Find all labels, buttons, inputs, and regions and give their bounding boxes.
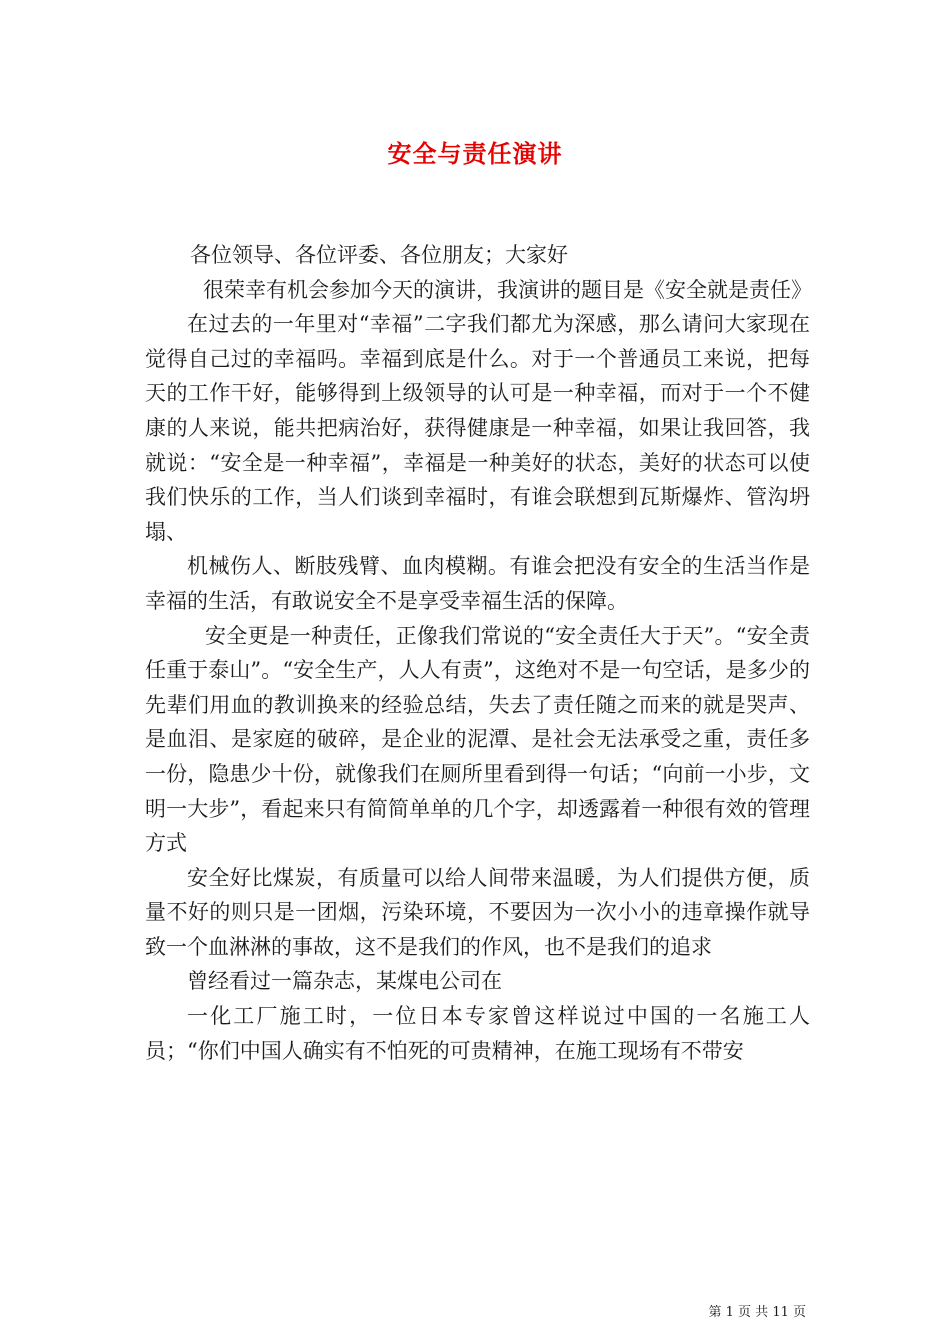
paragraph-coal-analogy: 安全好比煤炭，有质量可以给人间带来温暖，为人们提供方便，质量不好的则只是一团烟，污染环境，不要因为一次小小的违章操作就导致一个血淋淋的事故，这不是我们的作风，也不是我们的追求 [145, 865, 810, 959]
document-title: 安全与责任演讲 [387, 139, 563, 168]
page-number-footer: 第 1 页 共 11 页 [708, 1305, 806, 1320]
paragraph-japanese-expert: 一化工厂施工时，一位日本专家曾这样说过中国的一名施工人员；“你们中国人确实有不怕死的可贵精神，在施工现场有不带安 [145, 1004, 810, 1063]
document-body [145, 238, 810, 1068]
paragraph-speech-topic: 很荣幸有机会参加今天的演讲，我演讲的题目是《安全就是责任》 [203, 277, 812, 302]
paragraph-greeting: 各位领导、各位评委、各位朋友；大家好 [190, 243, 568, 267]
paragraph-happiness: 在过去的一年里对“幸福”二字我们都尤为深感，那么请问大家现在觉得自己过的幸福吗。幸福到底是什么。对于一个普通员工来说，把每天的工作干好，能够得到上级领导的认可是一种幸福，而对于一个不健康的人来说，能共把病治好，获得健康是一种幸福，如果让我回答，我就说：“安全是一种幸福”，幸福是一种美好的状态，美好的状态可以使我们快乐的工作，当人们谈到幸福时，有谁会联想到瓦斯爆炸、管沟坍塌、 [145, 312, 810, 544]
paragraph-responsibility: 安全更是一种责任，正像我们常说的“安全责任大于天”。“安全责任重于泰山”。“安全生产，人人有责”，这绝对不是一句空话，是多少的先辈们用血的教训换来的经验总结，失去了责任随之而来的就是哭声、是血泪、是家庭的破碎，是企业的泥潭、是社会无法承受之重，责任多一份，隐患少十份，就像我们在厕所里看到得一句话；“向前一小步，文明一大步”，看起来只有简简单单的几个字，却透露着一种很有效的管理方式 [145, 623, 810, 856]
paragraph-accidents: 机械伤人、断肢残臂、血肉模糊。有谁会把没有安全的生活当作是幸福的生活，有敢说安全不是享受幸福生活的保障。 [145, 554, 810, 613]
paragraph-magazine: 曾经看过一篇杂志，某煤电公司在 [187, 969, 502, 994]
